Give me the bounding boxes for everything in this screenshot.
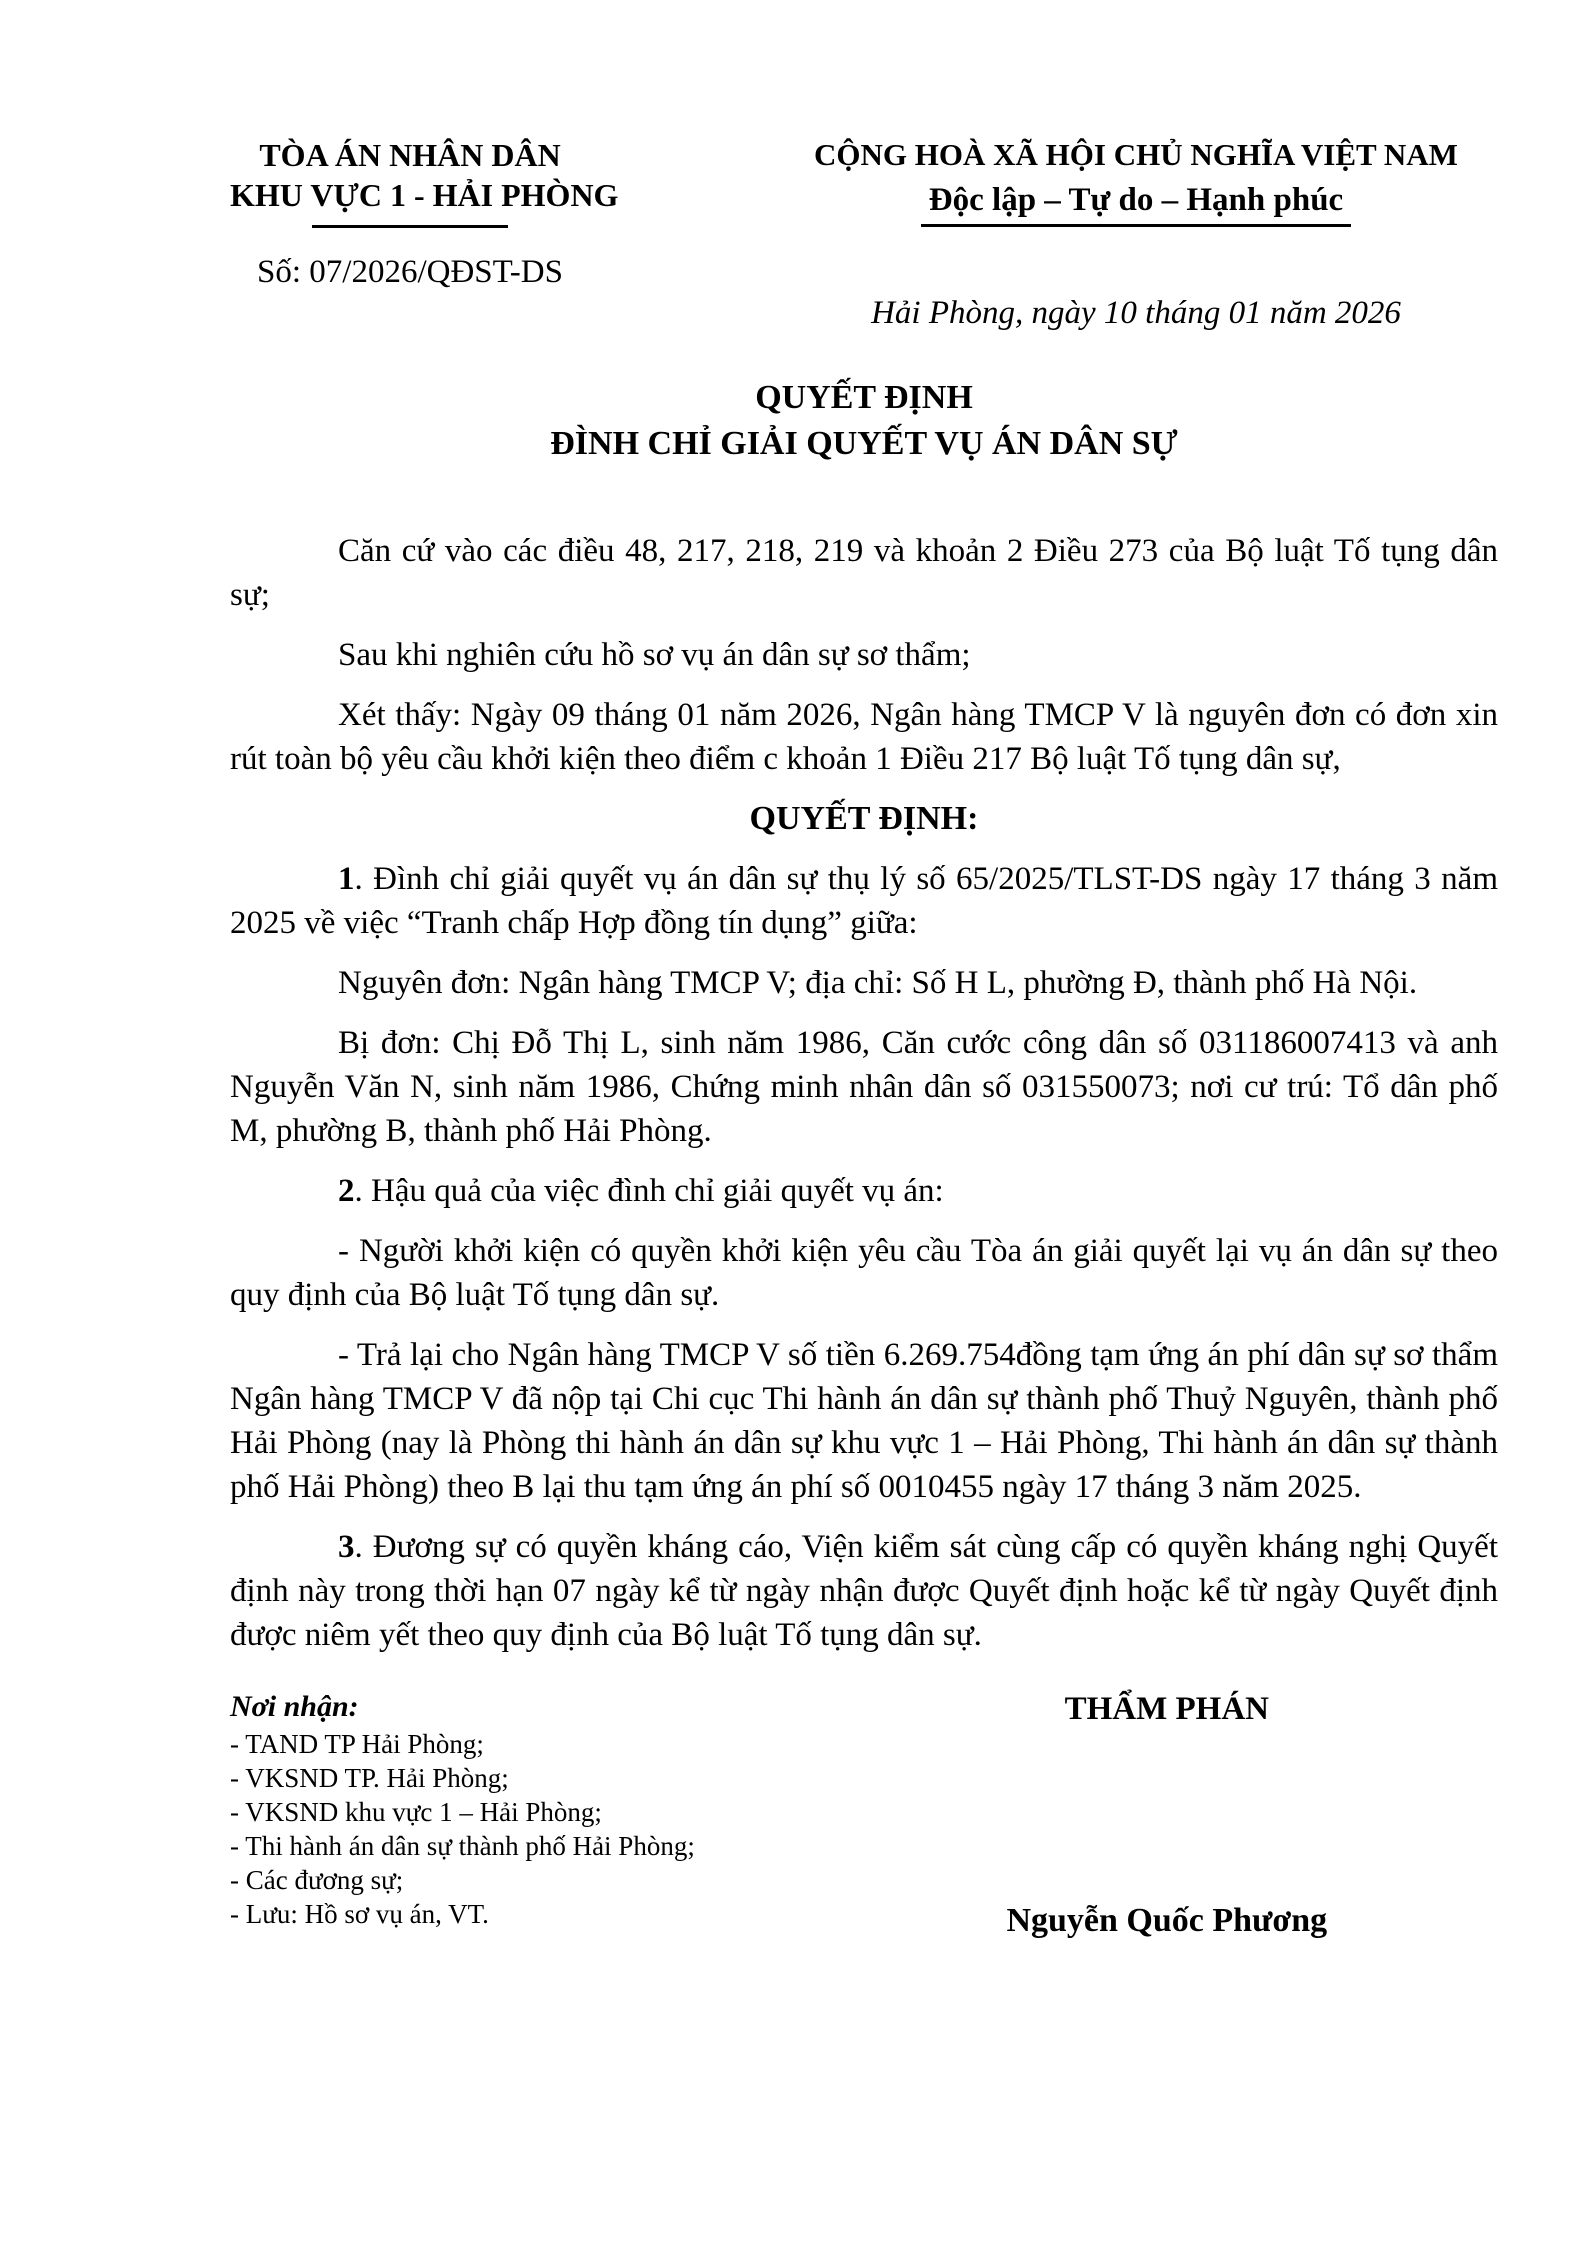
consequence-fee-refund: - Trả lại cho Ngân hàng TMCP V số tiền 6.269.754đồng tạm ứng án phí dân sự sơ thẩm Ngân hàng TMCP V đã nộp tại Chi cục Thi hành án dân sự thành phố Thuỷ Nguyên, thành phố Hải Phòng (nay là Phòng thi hành án dân sự khu vực 1 – Hải Phòng, Thi hành án dân sự thành phố Hải Phòng) theo B lại thu tạm ứng án phí số 0010455 ngày 17 tháng 3 năm 2025. xyxy=(230,1337,1498,1505)
article-3-number: 3 xyxy=(338,1529,355,1565)
article-2 xyxy=(230,1169,1498,1213)
recipient-item: - TAND TP Hải Phòng; xyxy=(230,1729,484,1759)
document-title xyxy=(230,375,1498,467)
national-title: CỘNG HOÀ XÃ HỘI CHỦ NGHĨA VIỆT NAM xyxy=(814,137,1458,172)
document-header xyxy=(230,135,1498,335)
issuing-court-block xyxy=(230,135,619,294)
article-1 xyxy=(230,857,1498,945)
decision-heading: QUYẾT ĐỊNH: xyxy=(749,800,979,837)
court-block-divider xyxy=(312,225,508,228)
article-2-text: . Hậu quả của việc đình chỉ giải quyết vụ án: xyxy=(354,1173,944,1209)
signer-role: THẨM PHÁN xyxy=(1064,1691,1269,1727)
article-2-number: 2 xyxy=(338,1173,355,1209)
recipient-item: - Các đương sự; xyxy=(230,1865,404,1895)
signature-block xyxy=(836,1687,1498,1943)
recipients-label: Nơi nhận: xyxy=(230,1690,359,1723)
consequence-right-to-refile: - Người khởi kiện có quyền khởi kiện yêu cầu Tòa án giải quyết lại vụ án dân sự theo quy định của Bộ luật Tố tụng dân sự. xyxy=(230,1233,1498,1313)
signer-name: Nguyễn Quốc Phương xyxy=(1006,1902,1328,1939)
document-title-line1: QUYẾT ĐỊNH xyxy=(755,379,973,416)
document-footer xyxy=(230,1687,1498,1943)
preamble-legal-basis: Căn cứ vào các điều 48, 217, 218, 219 và khoản 2 Điều 273 của Bộ luật Tố tụng dân sự; xyxy=(230,533,1498,613)
article-1-number: 1 xyxy=(338,861,355,897)
recipient-item: - Thi hành án dân sự thành phố Hải Phòng; xyxy=(230,1831,695,1861)
national-motto-wrap xyxy=(774,179,1498,227)
recipient-item: - Lưu: Hồ sơ vụ án, VT. xyxy=(230,1899,489,1929)
preamble-case-review: Sau khi nghiên cứu hồ sơ vụ án dân sự sơ thẩm; xyxy=(338,637,971,673)
recipient-item: - VKSND TP. Hải Phòng; xyxy=(230,1763,509,1793)
article-3 xyxy=(230,1525,1498,1657)
recipients-block xyxy=(230,1687,836,1931)
preamble-findings: Xét thấy: Ngày 09 tháng 01 năm 2026, Ngân hàng TMCP V là nguyên đơn có đơn xin rút toàn bộ yêu cầu khởi kiện theo điểm c khoản 1 Điều 217 Bộ luật Tố tụng dân sự, xyxy=(230,697,1498,777)
document-title-line2: ĐÌNH CHỈ GIẢI QUYẾT VỤ ÁN DÂN SỰ xyxy=(550,425,1178,462)
court-name-line2: KHU VỰC 1 - HẢI PHÒNG xyxy=(230,177,619,213)
place-date-line: Hải Phòng, ngày 10 tháng 01 năm 2026 xyxy=(871,295,1401,331)
court-name-line1: TÒA ÁN NHÂN DÂN xyxy=(259,137,561,173)
document-number: Số: 07/2026/QĐST-DS xyxy=(257,254,563,290)
national-motto-block xyxy=(774,135,1498,335)
document-body xyxy=(230,529,1498,1657)
defendant-paragraph: Bị đơn: Chị Đỗ Thị L, sinh năm 1986, Căn cước công dân số 031186007413 và anh Nguyễn Văn N, sinh năm 1986, Chứng minh nhân dân số 031550073; nơi cư trú: Tổ dân phố M, phường B, thành phố Hải Phòng. xyxy=(230,1025,1498,1149)
national-motto: Độc lập – Tự do – Hạnh phúc xyxy=(921,179,1351,227)
recipient-item: - VKSND khu vực 1 – Hải Phòng; xyxy=(230,1797,602,1827)
article-3-text: . Đương sự có quyền kháng cáo, Viện kiểm sát cùng cấp có quyền kháng nghị Quyết định này trong thời hạn 07 ngày kể từ ngày nhận được Quyết định hoặc kể từ ngày Quyết định được niêm yết theo quy định của Bộ luật Tố tụng dân sự. xyxy=(230,1529,1498,1653)
plaintiff-paragraph: Nguyên đơn: Ngân hàng TMCP V; địa chỉ: Số H L, phường Đ, thành phố Hà Nội. xyxy=(338,965,1418,1001)
article-1-text: . Đình chỉ giải quyết vụ án dân sự thụ lý số 65/2025/TLST-DS ngày 17 tháng 3 năm 2025 về việc “Tranh chấp Hợp đồng tín dụng” giữa: xyxy=(230,861,1498,941)
